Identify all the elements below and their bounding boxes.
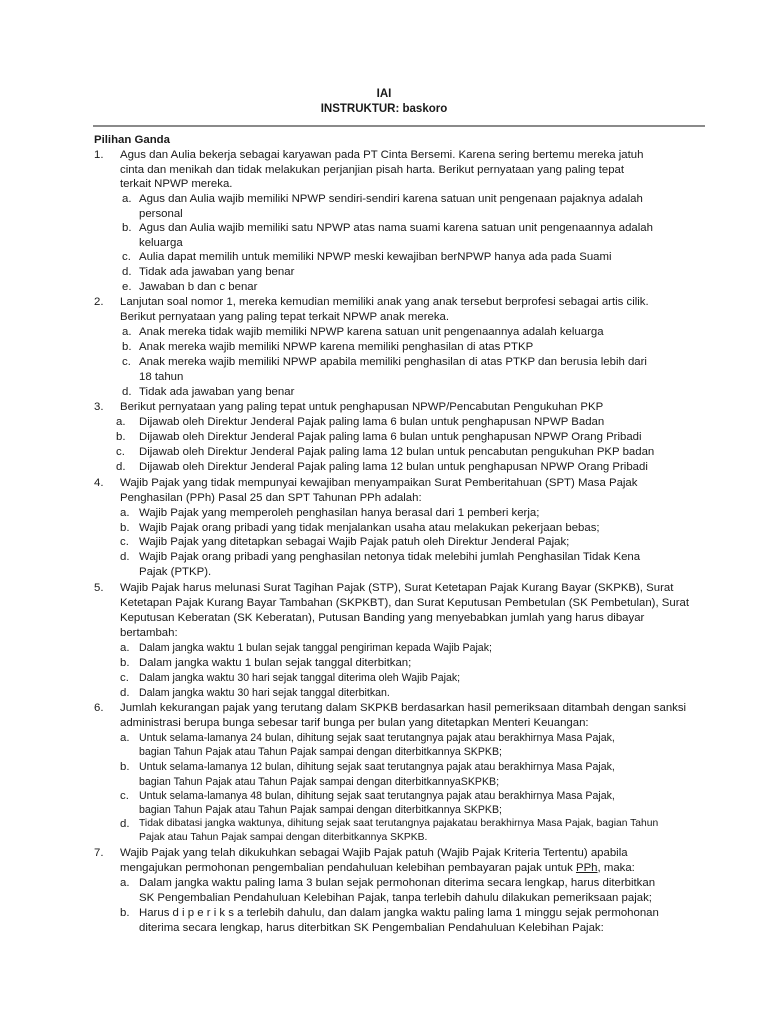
option-1d (0, 265, 768, 280)
option-text: bagian Tahun Pajak atau Tahun Pajak sampai dengan diterbitkannyaSKPKB; (139, 776, 500, 788)
option-text: Dalam jangka waktu 1 bulan sejak tanggal pengiriman kepada Wajib Pajak; (139, 642, 492, 654)
text-line (0, 921, 768, 936)
question-3 (0, 400, 768, 415)
option-text: Harus d i p e r i k s a terlebih dahulu, dan dalam jangka waktu paling lama 1 minggu sejak permohonan (139, 907, 659, 919)
option-text: SK Pengembalian Pendahuluan Kelebihan Pajak, tanpa terlebih dahulu dilakukan pemeriksaan pajak; (139, 892, 652, 904)
option-letter: e. (122, 281, 132, 293)
option-3a (0, 415, 768, 430)
option-letter: a. (120, 877, 130, 889)
option-text: Wajib Pajak orang pribadi yang tidak menjalankan usaha atau melakukan pekerjaan bebas; (139, 522, 600, 534)
text-line (0, 491, 768, 506)
option-text: Wajib Pajak yang ditetapkan sebagai Wajib Pajak patuh oleh Direktur Jenderal Pajak; (139, 536, 570, 548)
option-text: Dijawab oleh Direktur Jenderal Pajak paling lama 12 bulan untuk pencabutan pengukuhan PKP badan (139, 446, 655, 458)
option-text: Anak mereka tidak wajib memiliki NPWP karena satuan unit pengenaannya adalah keluarga (139, 326, 604, 338)
option-text: Dalam jangka waktu 1 bulan sejak tanggal diterbitkan; (139, 657, 412, 669)
option-letter: a. (120, 642, 130, 654)
question-number: 1. (94, 149, 104, 161)
option-6d (0, 817, 768, 832)
option-text: Wajib Pajak yang memperoleh penghasilan hanya berasal dari 1 pemberi kerja; (139, 507, 540, 519)
question-stem-line: cinta dan menikah dan tidak melakukan perjanjian pisah harta. Berikut pernyataan yang paling tepat (120, 164, 625, 176)
text-line (0, 207, 768, 222)
option-3b (0, 430, 768, 445)
question-number: 2. (94, 296, 104, 308)
option-text: Jawaban b dan c benar (139, 281, 258, 293)
option-1a (0, 192, 768, 207)
section-heading-row (0, 133, 768, 148)
option-text: Anak mereka wajib memiliki NPWP apabila memiliki penghasilan di atas PTKP dan berusia lebih dari (139, 356, 647, 368)
option-text: Pajak (PTKP). (139, 566, 212, 578)
text-line (0, 861, 768, 876)
option-letter: d. (120, 687, 130, 699)
option-text: Tidak dibatasi jangka waktunya, dihitung sejak saat terutangnya pajakatau berakhirnya Masa Pajak, bagian Tahun (139, 818, 659, 829)
option-6b (0, 760, 768, 775)
question-number: 5. (94, 582, 104, 594)
option-letter: c. (122, 356, 131, 368)
question-stem-line: Wajib Pajak yang telah dikukuhkan sebagai Wajib Pajak patuh (Wajib Pajak Kriteria Tertentu) apabila (120, 847, 628, 859)
question-number: 7. (94, 847, 104, 859)
option-1c (0, 250, 768, 265)
option-letter: b. (120, 761, 130, 773)
option-4d (0, 550, 768, 565)
question-stem-line: Keputusan Keberatan (SK Keberatan), Putusan Banding yang menyebabkan jumlah yang harus dibayar (120, 612, 645, 624)
option-2a (0, 325, 768, 340)
text-line (0, 611, 768, 626)
option-text: Dalam jangka waktu 30 hari sejak tanggal diterima oleh Wajib Pajak; (139, 672, 461, 684)
option-text: Dalam jangka waktu paling lama 3 bulan sejak permohonan diterima secara lengkap, harus diterbitkan (139, 877, 656, 889)
option-2b (0, 340, 768, 355)
question-stem-line: Lanjutan soal nomor 1, mereka kemudian memiliki anak yang anak tersebut berprofesi sebagai artis cilik. (120, 296, 649, 308)
question-stem-line: Ketetapan Pajak Kurang Bayar Tambahan (SKPKBT), dan Surat Keputusan Pembetulan (SK Pembetulan), Surat (120, 597, 690, 609)
option-letter: b. (120, 657, 130, 669)
option-text: Untuk selama-lamanya 24 bulan, dihitung sejak saat terutangnya pajak atau berakhirnya Masa Pajak, (139, 732, 615, 744)
option-letter: d. (122, 386, 132, 398)
option-7a (0, 876, 768, 891)
option-letter: b. (122, 222, 132, 234)
question-stem-line: Agus dan Aulia bekerja sebagai karyawan pada PT Cinta Bersemi. Karena sering bertemu mereka jatuh (120, 149, 644, 161)
option-letter: a. (122, 193, 132, 205)
text-line (0, 565, 768, 580)
option-letter: a. (120, 507, 130, 519)
option-letter: c. (120, 536, 129, 548)
text-line (0, 891, 768, 906)
option-6a (0, 731, 768, 746)
option-letter: d. (120, 818, 130, 830)
instructor-line: INSTRUKTUR: baskoro (320, 103, 448, 115)
option-text: Agus dan Aulia wajib memiliki satu NPWP atas nama suami karena satuan unit pengenaannya adalah (139, 222, 653, 234)
question-5 (0, 581, 768, 596)
text-line (0, 831, 768, 846)
option-text: Dalam jangka waktu 30 hari sejak tanggal diterbitkan. (139, 687, 390, 699)
question-stem-line: Jumlah kekurangan pajak yang terutang dalam SKPKB berdasarkan hasil pemeriksaan ditambah dengan sanksi (120, 702, 687, 714)
option-letter: a. (120, 732, 130, 744)
option-text: Anak mereka wajib memiliki NPWP karena memiliki penghasilan di atas PTKP (139, 341, 534, 353)
option-4a (0, 506, 768, 521)
question-stem-line (120, 861, 635, 875)
question-stem-line: Wajib Pajak yang tidak mempunyai kewajiban menyampaikan Surat Pemberitahuan (SPT) Masa Pajak (120, 477, 638, 489)
option-letter: a. (122, 326, 132, 338)
option-2c (0, 355, 768, 370)
question-number: 4. (94, 477, 104, 489)
option-letter: c. (122, 251, 131, 263)
question-stem-line: administrasi berupa bunga sebesar tarif bunga per bulan yang ditetapkan Menteri Keuangan: (120, 717, 589, 729)
option-letter: c. (120, 672, 129, 684)
text-line (0, 716, 768, 731)
text-line (0, 177, 768, 192)
text-line (0, 803, 768, 818)
option-2d (0, 385, 768, 400)
option-letter: d. (120, 551, 130, 563)
question-stem-line: Penghasilan (PPh) Pasal 25 dan SPT Tahunan PPh adalah: (120, 492, 422, 504)
option-5d (0, 686, 768, 701)
option-1b (0, 221, 768, 236)
option-text: diterima secara lengkap, harus diterbitkan SK Pengembalian Pendahuluan Kelebihan Pajak: (139, 922, 604, 934)
option-text: Pajak atau Tahun Pajak sampai dengan diterbitkannya SKPKB. (139, 832, 428, 843)
question-stem-line: bertambah: (120, 627, 178, 639)
stem-text-post: , maka: (597, 862, 635, 874)
question-2 (0, 295, 768, 310)
option-text: Dijawab oleh Direktur Jenderal Pajak paling lama 6 bulan untuk penghapusan NPWP Orang Pribadi (139, 431, 642, 443)
question-stem-line: Berikut pernyataan yang paling tepat untuk penghapusan NPWP/Pencabutan Pengukuhan PKP (120, 401, 604, 413)
question-stem-line: Wajib Pajak harus melunasi Surat Tagihan Pajak (STP), Surat Ketetapan Pajak Kurang Bayar (SKPKB), Surat (120, 582, 674, 594)
question-stem-line: Berikut pernyataan yang paling tepat terkait NPWP anak mereka. (120, 311, 450, 323)
option-letter: a. (116, 416, 126, 428)
text-line (0, 370, 768, 385)
option-text: bagian Tahun Pajak atau Tahun Pajak sampai dengan diterbitkannya SKPKB; (139, 746, 502, 758)
option-letter: c. (116, 446, 125, 458)
option-text: Dijawab oleh Direktur Jenderal Pajak paling lama 6 bulan untuk penghapusan NPWP Badan (139, 416, 605, 428)
option-1e (0, 280, 768, 295)
section-title: Pilihan Ganda (94, 134, 170, 146)
option-letter: b. (120, 522, 130, 534)
text-line (0, 310, 768, 325)
option-text: Aulia dapat memilih untuk memiliki NPWP meski kewajiban berNPWP hanya ada pada Suami (139, 251, 612, 263)
stem-text-pre: mengajukan permohonan pengembalian pendahuluan kelebihan pembayaran pajak untuk (120, 862, 576, 874)
option-text: bagian Tahun Pajak atau Tahun Pajak sampai dengan diterbitkannya SKPKB; (139, 804, 502, 816)
option-text: Untuk selama-lamanya 12 bulan, dihitung sejak saat terutangnya pajak atau berakhirnya Masa Pajak, (139, 761, 615, 773)
option-text: Wajib Pajak orang pribadi yang penghasilan netonya tidak melebihi jumlah Penghasilan Tidak Kena (139, 551, 641, 563)
option-3c (0, 445, 768, 460)
option-text: Dijawab oleh Direktur Jenderal Pajak paling lama 12 bulan untuk penghapusan NPWP Orang Pribadi (139, 461, 648, 473)
option-text: personal (139, 208, 183, 220)
question-4 (0, 476, 768, 491)
question-number: 6. (94, 702, 104, 714)
option-4b (0, 521, 768, 536)
option-4c (0, 535, 768, 550)
text-line (0, 775, 768, 790)
option-text: Tidak ada jawaban yang benar (139, 266, 295, 278)
question-6 (0, 701, 768, 716)
question-1 (0, 148, 768, 163)
text-line (0, 626, 768, 641)
option-letter: d. (116, 461, 126, 473)
option-7b (0, 906, 768, 921)
header-divider (93, 125, 705, 127)
option-text: keluarga (139, 237, 183, 249)
question-number: 3. (94, 401, 104, 413)
option-5c (0, 671, 768, 686)
question-stem-line: terkait NPWP mereka. (120, 178, 233, 190)
option-5a (0, 641, 768, 656)
option-letter: b. (122, 341, 132, 353)
stem-underlined-term: PPh (575, 862, 598, 874)
option-letter: b. (116, 431, 126, 443)
option-5b (0, 656, 768, 671)
text-line (0, 745, 768, 760)
option-text: 18 tahun (139, 371, 184, 383)
option-text: Untuk selama-lamanya 48 bulan, dihitung sejak saat terutangnya pajak atau berakhirnya Masa Pajak, (139, 790, 615, 802)
document-title: IAI (376, 88, 392, 100)
text-line (0, 236, 768, 251)
option-text: Agus dan Aulia wajib memiliki NPWP sendiri-sendiri karena satuan unit pengenaan pajaknya adalah (139, 193, 643, 205)
option-3d (0, 460, 768, 475)
question-7 (0, 846, 768, 861)
option-6c (0, 789, 768, 804)
text-line (0, 596, 768, 611)
text-line (0, 163, 768, 178)
option-letter: d. (122, 266, 132, 278)
option-text: Tidak ada jawaban yang benar (139, 386, 295, 398)
option-letter: b. (120, 907, 130, 919)
option-letter: c. (120, 790, 129, 802)
